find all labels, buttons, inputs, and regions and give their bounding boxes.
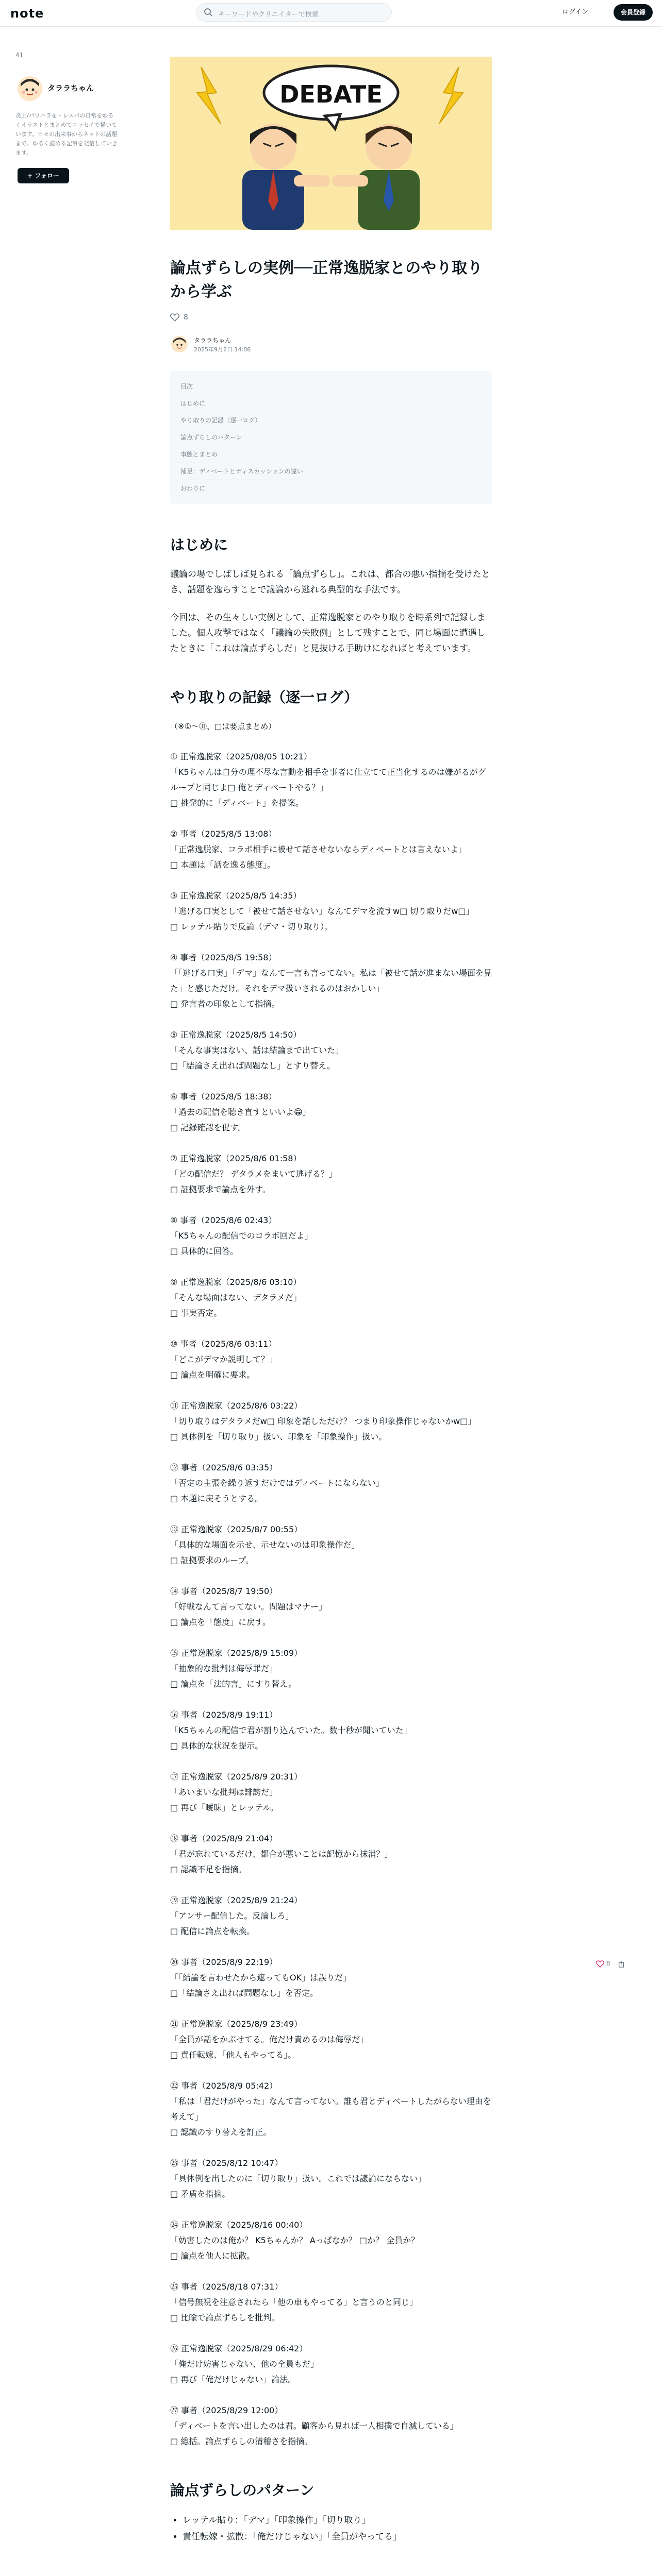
log-head: ⑯ 事者（2025/8/9 19:11） xyxy=(170,1710,278,1720)
signup-button[interactable]: 会員登録 xyxy=(614,4,653,21)
log-note: □ 配信に論点を転換。 xyxy=(170,1926,255,1936)
log-quote: 「信号無視を注意されたら「他の車もやってる」と言うのと同じ」 xyxy=(170,2297,418,2307)
log-entry xyxy=(170,2078,492,2140)
creator-sidebar xyxy=(15,52,119,179)
hero-text: DEBATE xyxy=(279,80,383,108)
log-quote: 「どの配信だ？ デタラメをまいて逃げる？」 xyxy=(170,1169,337,1179)
like-count: 8 xyxy=(184,313,188,321)
log-note: □ 挑発的に「ディベート」を提案。 xyxy=(170,798,304,808)
log-head: ㉓ 事者（2025/8/12 10:47） xyxy=(170,2158,283,2168)
heart-icon[interactable] xyxy=(596,1960,604,1968)
log-note: □ 具体的に回答。 xyxy=(170,1246,239,1256)
log-head: ⑱ 事者（2025/8/9 21:04） xyxy=(170,1834,278,1843)
avatar-face-icon xyxy=(18,76,42,101)
log-note: □ 論点を他人に拡散。 xyxy=(170,2251,255,2261)
log-note: □ 事実否定。 xyxy=(170,1308,222,1318)
log-note: （※①〜㉛、□は要点まとめ） xyxy=(170,722,276,731)
log-entry xyxy=(170,2279,492,2326)
creator-name[interactable]: タララちゃん xyxy=(47,83,94,93)
avatar-face-icon xyxy=(171,336,188,352)
log-entry xyxy=(170,1646,492,1692)
log-quote: 「抽象的な批判は侮辱罪だ」 xyxy=(170,1664,278,1673)
log-head: ⑦ 正常逸脱家（2025/8/6 01:58） xyxy=(170,1154,302,1163)
log-head: ⑬ 正常逸脱家（2025/8/7 00:55） xyxy=(170,1524,303,1534)
log-quote: 「全員が話をかぶせてる。俺だけ責めるのは侮辱だ」 xyxy=(170,2035,369,2044)
site-header xyxy=(0,0,662,27)
log-quote: 「アンサー配信した。反論しろ」 xyxy=(170,1911,294,1921)
magazine-count: 41 xyxy=(15,52,24,59)
log-note: □ 総括。論点ずらしの清稽さを指摘。 xyxy=(170,2436,313,2446)
section-heading: やり取りの記録（逐一ログ） xyxy=(170,689,358,706)
log-entry xyxy=(170,1275,492,1321)
log-head: ⑳ 事者（2025/8/9 22:19） xyxy=(170,1957,278,1967)
log-head: ㉗ 事者（2025/8/29 12:00） xyxy=(170,2405,283,2415)
log-head: ㉑ 正常逸脱家（2025/8/9 23:49） xyxy=(170,2019,303,2029)
log-head: ⑩ 事者（2025/8/6 03:11） xyxy=(170,1339,277,1349)
log-head: ⑨ 正常逸脱家（2025/8/6 03:10） xyxy=(170,1277,302,1287)
log-entry xyxy=(170,2156,492,2202)
log-quote: 「正常逸脱家、コラボ相手に被せて話させないならディベートとは言えないよ」 xyxy=(170,844,467,854)
log-list xyxy=(170,749,492,2449)
log-note: □ 論点を「法的言」にすり替え。 xyxy=(170,1679,297,1689)
log-head: ① 正常逸脱家（2025/08/05 10:21） xyxy=(170,752,312,761)
log-entry xyxy=(170,1769,492,1816)
log-note: □ 記録確認を促す。 xyxy=(170,1123,246,1132)
section-heading: はじめに xyxy=(170,536,228,553)
log-head: ⑤ 正常逸脱家（2025/8/5 14:50） xyxy=(170,1030,302,1040)
toc-item[interactable]: やり取りの記録（逐一ログ） xyxy=(178,412,484,429)
log-quote: 「切り取りはデタラメだw□ 印象を話しただけ？ つまり印象操作じゃないかw□」 xyxy=(170,1416,476,1426)
log-entry xyxy=(170,1213,492,1259)
like-area[interactable] xyxy=(170,313,492,326)
pattern-list xyxy=(183,2512,492,2545)
log-quote: 「逃げる口実として「被せて話させない」なんてデマを流すw□ 切り取りだw□」 xyxy=(170,906,474,916)
log-entry xyxy=(170,2341,492,2387)
log-note: □ 証拠要求のループ。 xyxy=(170,1555,254,1565)
follow-button[interactable]: + フォロー xyxy=(18,168,69,183)
log-entry xyxy=(170,1707,492,1754)
log-entry xyxy=(170,1893,492,1939)
log-head: ⑫ 事者（2025/8/6 03:35） xyxy=(170,1463,278,1472)
log-quote: 「ディベートを言い出したのは君。顧客から見れば一人相撲で自滅している」 xyxy=(170,2421,458,2431)
log-quote: 「否定の主張を繰り返すだけではディベートにならない」 xyxy=(170,1478,384,1488)
log-note: □ 具体的な状況を提示。 xyxy=(170,1741,263,1751)
author-name[interactable]: タララちゃん xyxy=(194,337,231,344)
log-head: ㉕ 事者（2025/8/18 07:31） xyxy=(170,2282,283,2292)
toc-item[interactable]: はじめに xyxy=(178,395,484,412)
toc-item[interactable]: 事態とまとめ xyxy=(178,446,484,463)
article xyxy=(170,57,492,2545)
search-icon xyxy=(204,8,213,17)
log-quote: 「そんな場面はない、デタラメだ」 xyxy=(170,1293,302,1302)
paragraph: 議論の場でしばしば見られる「論点ずらし」。これは、都合の悪い指摘を受けたとき、話題を逸らすことで議論から逃れる典型的な手法です。 xyxy=(170,569,490,595)
log-head: ⑰ 正常逸脱家（2025/8/9 20:31） xyxy=(170,1772,303,1782)
log-entry xyxy=(170,1089,492,1136)
log-note: □ 具体例を「切り取り」扱い、印象を「印象操作」扱い。 xyxy=(170,1432,387,1442)
log-entry xyxy=(170,1336,492,1383)
log-head: ③ 正常逸脱家（2025/8/5 14:35） xyxy=(170,891,302,901)
log-entry xyxy=(170,1398,492,1445)
log-entry xyxy=(170,2217,492,2264)
log-quote: 「具体的な場面を示せ、示せないのは印象操作だ」 xyxy=(170,1540,360,1550)
log-note: □ 論点を明確に要求。 xyxy=(170,1370,255,1380)
log-quote: 「あいまいな批判は誹謗だ」 xyxy=(170,1787,278,1797)
log-entry xyxy=(170,950,492,1012)
log-note: □ 再び「俺だけじゃない」論法。 xyxy=(170,2375,296,2384)
log-entry xyxy=(170,888,492,935)
toc-heading: 目次 xyxy=(178,378,484,395)
log-entry xyxy=(170,1151,492,1197)
toc-item[interactable]: 論点ずらしのパターン xyxy=(178,429,484,446)
toc-item[interactable]: おわりに xyxy=(180,485,206,492)
floating-actions xyxy=(596,1960,653,1972)
log-note: □ 証拠要求で論点を外す。 xyxy=(170,1184,271,1194)
log-note: □ 認識のすり替えを訂正。 xyxy=(170,2127,272,2137)
publish-date: 2025年9月2日 14:06 xyxy=(194,346,251,353)
toc-item[interactable]: 補足：ディベートとディスカッションの違い xyxy=(178,463,484,480)
log-head: ㉖ 正常逸脱家（2025/8/29 06:42） xyxy=(170,2344,308,2353)
log-note: □ 責任転嫁、「他人もやってる」。 xyxy=(170,2050,296,2060)
log-head: ② 事者（2025/8/5 13:08） xyxy=(170,829,277,839)
log-head: ⑮ 正常逸脱家（2025/8/9 15:09） xyxy=(170,1648,303,1658)
log-quote: 「君が忘れているだけ、都合が悪いことは記憶から抹消？」 xyxy=(170,1849,393,1859)
log-head: ⑧ 事者（2025/8/6 02:43） xyxy=(170,1215,277,1225)
log-entry xyxy=(170,2403,492,2449)
log-note: □ 発言者の印象として指摘。 xyxy=(170,999,280,1009)
search-placeholder: キーワードやクリエイターで検索 xyxy=(218,11,319,19)
log-note: □ 認識不足を指摘。 xyxy=(170,1865,247,1874)
log-entry xyxy=(170,1027,492,1074)
log-entry xyxy=(170,1584,492,1630)
share-icon[interactable] xyxy=(617,1960,625,1968)
list-item: • レッテル貼り：「デマ」「印象操作」「切り取り」 xyxy=(183,2512,492,2529)
log-quote: 「妨害したのは俺か？ K5ちゃんか？ Aっぱなか？ □か？ 全員か？」 xyxy=(170,2235,428,2245)
float-like-count: 8 xyxy=(606,1960,610,1967)
log-head: ㉒ 事者（2025/8/9 05:42） xyxy=(170,2081,278,2091)
log-head: ⑭ 事者（2025/8/7 19:50） xyxy=(170,1586,278,1596)
log-entry xyxy=(170,749,492,811)
log-quote: 「私は「君だけがやった」なんて言ってない。誰も君とディベートしたがらない理由を考えて」 xyxy=(170,2096,491,2122)
creator-bio: 炎上/パワハラを・レスバの日常をゆるくイラストとまとめてエッセイで描いています。日々の出来事からネットの話題まで。ゆるく読める記事を発信していきます。 xyxy=(15,112,118,156)
log-quote: 「過去の配信を聴き直すといいよ😁」 xyxy=(170,1107,311,1117)
log-note: □「結論さえ出れば問題なし」とすり替え。 xyxy=(170,1061,336,1071)
log-quote: 「「結論を言わせたから遮ってもOK」は誤りだ」 xyxy=(170,1973,352,1982)
log-quote: 「好戦なんて言ってない。問題はマナー」 xyxy=(170,1602,327,1612)
note-logo[interactable]: note xyxy=(10,6,44,21)
log-entry xyxy=(170,826,492,873)
log-quote: 「K5ちゃんの配信でのコラボ回だよ」 xyxy=(170,1231,313,1241)
log-note: □ 論点を「態度」に戻す。 xyxy=(170,1617,271,1627)
hero-image xyxy=(170,57,492,230)
table-of-contents xyxy=(170,371,492,504)
log-note: □「結論さえ出れば問題なし」を否定。 xyxy=(170,1988,319,1998)
log-head: ④ 事者（2025/8/5 19:58） xyxy=(170,953,277,962)
log-quote: 「「逃げる口実」「デマ」なんて一言も言ってない。私は「被せて話が進まない場面を見た」と感じただけ。それをデマ扱いされるのはおかしい」 xyxy=(170,968,492,993)
login-link[interactable]: ログイン xyxy=(562,8,589,16)
log-quote: 「そんな事実はない、話は結論まで出ていた」 xyxy=(170,1045,344,1055)
log-quote: 「どこがデマか説明して？」 xyxy=(170,1354,278,1364)
log-entry xyxy=(170,1460,492,1506)
log-head: ㉔ 正常逸脱家（2025/8/16 00:40） xyxy=(170,2220,308,2230)
section-heading: 論点ずらしのパターン xyxy=(170,2482,315,2499)
log-quote: 「K5ちゃんは自分の理不尽な言動を相手を事者に仕立てて正当化するのは嫌がるがグループと同じよ□ 俺とディベートやる？」 xyxy=(170,767,486,792)
log-note: □ 本題は「話を逸る態度」。 xyxy=(170,860,276,870)
heart-icon[interactable] xyxy=(170,313,179,321)
log-entry xyxy=(170,1522,492,1568)
log-note: □ レッテル貼りで反論（デマ・切り取り）。 xyxy=(170,922,333,931)
log-entry xyxy=(170,2016,492,2063)
log-entry xyxy=(170,1955,492,2001)
log-quote: 「具体例を出したのに「切り取り」扱い。これでは議論にならない」 xyxy=(170,2174,426,2183)
log-quote: 「K5ちゃんの配信で君が割り込んでいた。数十秒が聞いていた」 xyxy=(170,1725,412,1735)
author-row[interactable] xyxy=(170,334,492,357)
avatar[interactable] xyxy=(18,76,42,101)
article-title: 論点ずらしの実例──正常逸脱家とのやり取りから学ぶ xyxy=(170,259,483,301)
author-avatar[interactable] xyxy=(171,336,188,352)
log-head: ⑥ 事者（2025/8/5 18:38） xyxy=(170,1092,277,1101)
log-note: □ 再び「曖昧」とレッテル。 xyxy=(170,1803,278,1812)
log-head: ⑲ 正常逸脱家（2025/8/9 21:24） xyxy=(170,1895,303,1905)
search-bar[interactable] xyxy=(196,3,392,22)
paragraph: 今回は、その生々しい実例として、正常逸脱家とのやり取りを時系列で記録しました。個人攻撃ではなく「議論の失敗例」として残すことで、同じ場面に遭遇したときに「これは論点ずらしだ」と見抜ける手助けになればと考えています。 xyxy=(170,613,486,654)
log-head: ⑪ 正常逸脱家（2025/8/6 03:22） xyxy=(170,1401,303,1411)
log-note: □ 比喩で論点ずらしを批判。 xyxy=(170,2313,280,2323)
log-quote: 「俺だけ妨害じゃない、他の全員もだ」 xyxy=(170,2359,319,2369)
log-entry xyxy=(170,1831,492,1877)
list-item: • 責任転嫁・拡散：「俺だけじゃない」「全員がやってる」 xyxy=(183,2529,492,2545)
log-note: □ 矛盾を指摘。 xyxy=(170,2189,230,2199)
log-note: □ 本題に戻そうとする。 xyxy=(170,1494,263,1503)
